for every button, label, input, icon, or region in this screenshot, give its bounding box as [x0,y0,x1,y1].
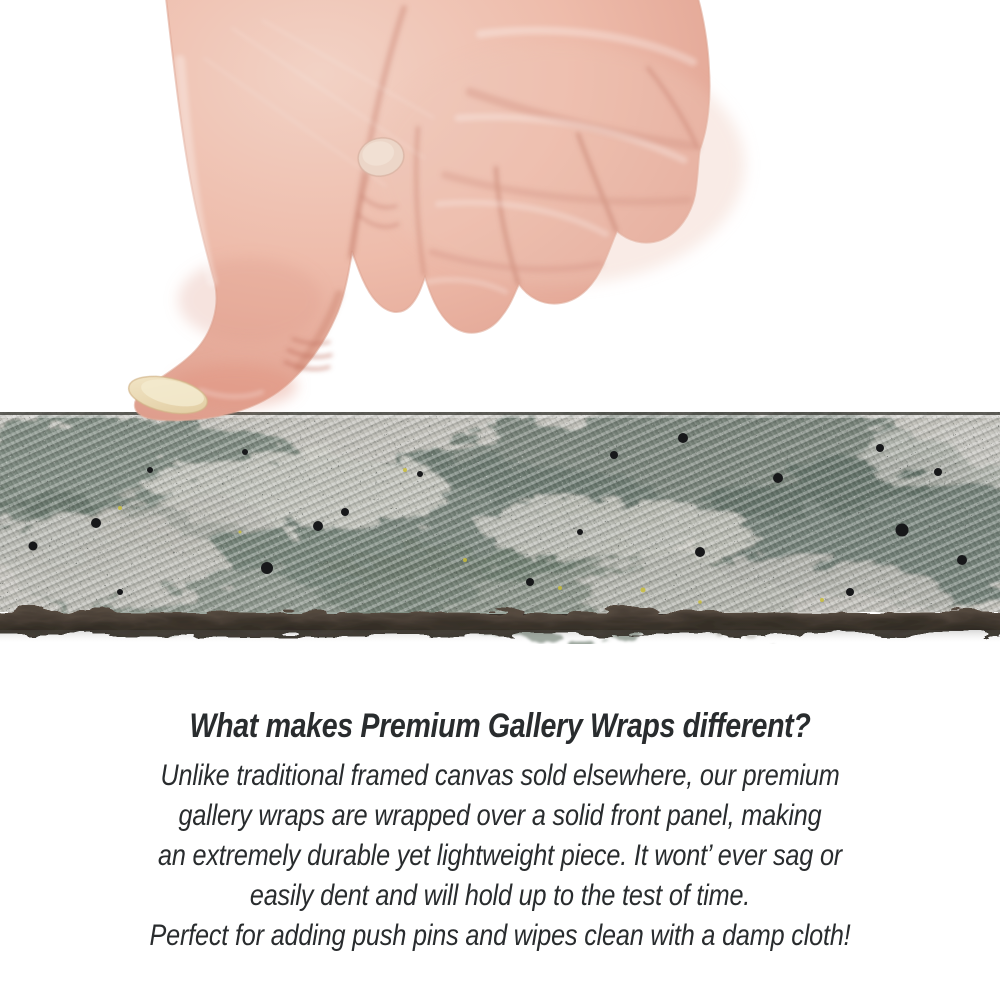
light-stipple [0,412,1000,612]
canvas-edge-strip [0,412,1000,644]
info-line-3: an extremely durable yet lightweight piece. It wont’ ever sag or [157,839,843,872]
info-line-4: easily dent and will hold up to the test of time. [249,879,751,912]
info-line-5: Perfect for adding push pins and wipes clean with a damp cloth! [149,919,851,952]
info-heading: What makes Premium Gallery Wraps different? [189,707,811,745]
hand-pressing-illustration [0,0,1000,422]
canvas-texture-graphic [0,412,1000,644]
info-line-1: Unlike traditional framed canvas sold elsewhere, our premium [160,759,840,792]
info-text-block [80,704,920,956]
panel-edge-rough [0,608,1000,632]
strip-shadow [0,630,1000,644]
info-line-2: gallery wraps are wrapped over a solid front panel, making [178,799,822,832]
